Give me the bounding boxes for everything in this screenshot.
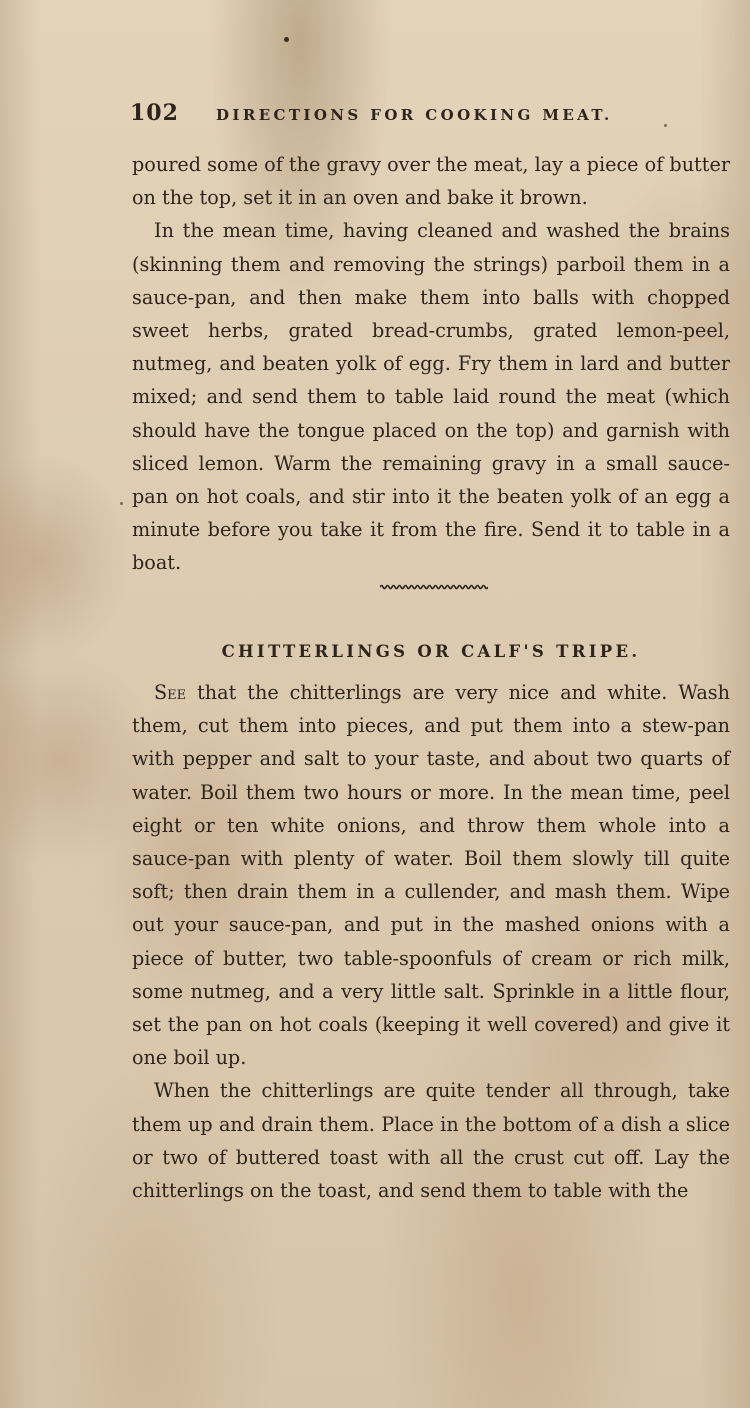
decorative-rule [380,584,488,590]
continuation-text [132,148,730,580]
paragraph: In the mean time, having cleaned and washed the brains (skinning them and removing the strings) parboil them in a sauce-pan, and then make them into balls with chopped sweet herbs, grated bread-crumbs, grated lemon-peel, nutmeg, and beaten yolk of egg. Fry them in lard and butter mixed; and send them to table laid round the meat (which should have the tongue placed on the top) and garnish with sliced lemon. Warm the remaining gravy in a small sauce-pan on hot coals, and stir into it the beaten yolk of an egg a minute before you take it from the fire. Send it to table in a boat. [132,219,730,575]
ink-speck [120,502,123,505]
paragraph: When the chitterlings are quite tender all through, take them up and drain them. Place in the bottom of a dish a slice or two of buttered toast with all the crust cut off. Lay the chitterlings on the toast, and send them to table with the [132,1079,730,1203]
section-heading: CHITTERLINGS OR CALF'S TRIPE. [221,642,641,661]
paragraph-text: that the chitterlings are very nice and white. Wash them, cut them into pieces, and put them into a stew-pan with pepper and salt to your taste, and about two quarts of water. Boil them two hours or more. In the mean time, peel eight or ten white onions, and throw them whole into a sauce-pan with plenty of water. Boil them slowly till quite soft; then drain them in a cullender, and mash them. Wipe out your sauce-pan, and put in the mashed onions with a piece of butter, two table-spoonfuls of cream or rich milk, some nutmeg, and a very little salt. Sprinkle in a little flour, set the pan on hot coals (keeping it well covered) and give it one boil up. [132,681,730,1070]
ink-speck [664,124,667,127]
ink-speck [284,37,289,42]
section-text [132,676,730,1207]
paragraph: poured some of the gravy over the meat, lay a piece of butter on the top, set it in an oven and bake it brown. [132,153,730,210]
page-header [130,100,650,130]
paragraph [132,676,730,1074]
page-number: 102 [130,100,179,126]
drop-word: See [154,681,187,704]
running-head: DIRECTIONS FOR COOKING MEAT. [216,106,613,124]
